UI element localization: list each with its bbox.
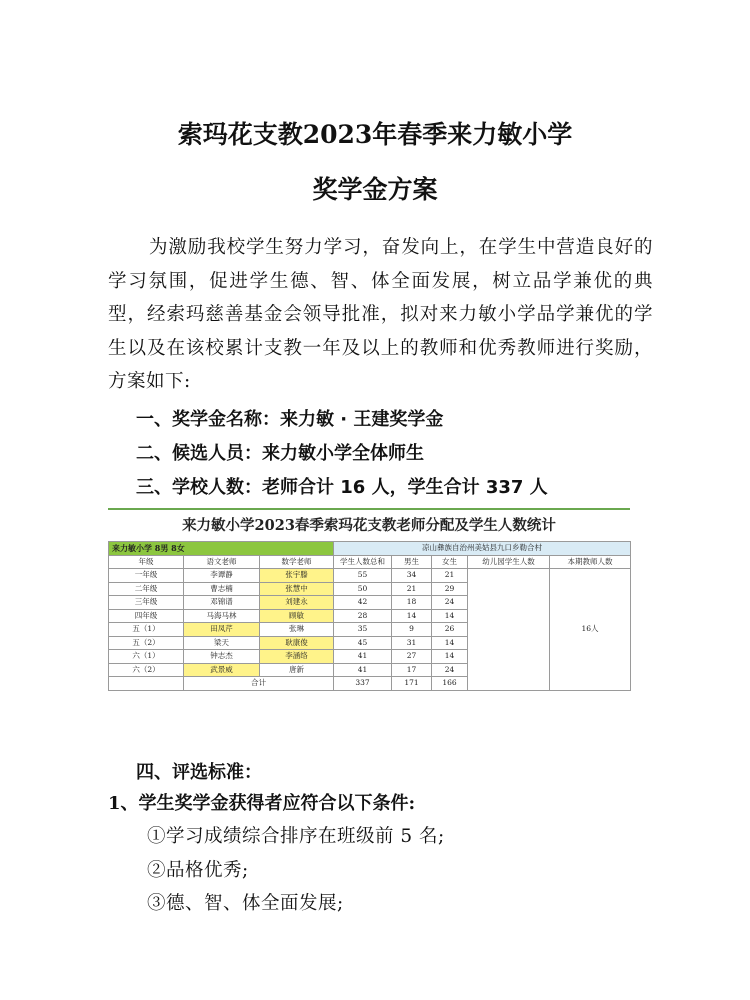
math-teacher-cell: 李涵络 <box>260 650 334 664</box>
student-total-cell: 41 <box>334 650 392 664</box>
table-body <box>109 542 631 691</box>
chinese-teacher-cell: 邓锦谱 <box>184 596 260 610</box>
student-total-cell: 45 <box>334 636 392 650</box>
boys-cell: 27 <box>392 650 432 664</box>
document-title-line2: 奖学金方案 <box>312 174 438 204</box>
intro-paragraph: 为激励我校学生努力学习，奋发向上，在学生中营造良好的学习氛围，促进学生德、智、体全面发展，树立品学兼优的典型，经索玛慈善基金会领导批准，拟对来力敏小学品学兼优的学生以及在该校累计支教一年及以上的教师和优秀教师进行奖励，方案如下: <box>108 237 653 392</box>
girls-cell: 14 <box>432 609 468 623</box>
section-heading-school-count: 三、学校人数：老师合计 16 人，学生合计 337 人 <box>136 477 548 498</box>
grade-cell: 五（1） <box>109 623 184 637</box>
chinese-teacher-cell: 马海马林 <box>184 609 260 623</box>
chinese-teacher-cell: 钟志杰 <box>184 650 260 664</box>
statistics-table <box>108 541 631 691</box>
girls-cell: 21 <box>432 569 468 583</box>
student-total-cell: 41 <box>334 663 392 677</box>
math-teacher-cell: 张慧中 <box>260 582 334 596</box>
math-teacher-cell: 耿康俊 <box>260 636 334 650</box>
grade-cell: 三年级 <box>109 596 184 610</box>
boys-cell: 34 <box>392 569 432 583</box>
girls-cell: 26 <box>432 623 468 637</box>
chinese-teacher-cell: 梁天 <box>184 636 260 650</box>
chinese-teacher-cell: 田凤芹 <box>184 623 260 637</box>
column-header: 数学老师 <box>260 555 334 569</box>
girls-cell: 14 <box>432 650 468 664</box>
criteria-item: ①学习成绩综合排序在班级前 5 名; <box>147 826 445 847</box>
column-header: 本期教师人数 <box>550 555 631 569</box>
document-title-line1: 索玛花支教2023年春季来力敏小学 <box>177 119 573 149</box>
grade-cell: 四年级 <box>109 609 184 623</box>
boys-cell: 14 <box>392 609 432 623</box>
chinese-teacher-cell: 武景威 <box>184 663 260 677</box>
total-spacer-cell <box>109 677 184 691</box>
criteria-subheading: 1、学生奖学金获得者应符合以下条件: <box>108 793 416 814</box>
column-header: 年级 <box>109 555 184 569</box>
column-header: 学生人数总和 <box>334 555 392 569</box>
math-teacher-cell: 顾敏 <box>260 609 334 623</box>
total-students-cell: 337 <box>334 677 392 691</box>
girls-cell: 29 <box>432 582 468 596</box>
boys-cell: 17 <box>392 663 432 677</box>
table-header-row <box>109 555 631 569</box>
math-teacher-cell: 唐新 <box>260 663 334 677</box>
grade-cell: 六（2） <box>109 663 184 677</box>
boys-cell: 9 <box>392 623 432 637</box>
total-label-cell: 合计 <box>184 677 334 691</box>
student-total-cell: 55 <box>334 569 392 583</box>
column-header: 幼儿园学生人数 <box>468 555 550 569</box>
table-title: 来力敏小学2023春季索玛花支教老师分配及学生人数统计 <box>108 508 630 542</box>
girls-cell: 14 <box>432 636 468 650</box>
girls-cell: 24 <box>432 596 468 610</box>
grade-cell: 六（1） <box>109 650 184 664</box>
criteria-item: ③德、智、体全面发展; <box>147 893 344 914</box>
girls-cell: 24 <box>432 663 468 677</box>
column-header: 女生 <box>432 555 468 569</box>
chinese-teacher-cell: 曹志楠 <box>184 582 260 596</box>
boys-cell: 18 <box>392 596 432 610</box>
total-boys-cell: 171 <box>392 677 432 691</box>
student-total-cell: 28 <box>334 609 392 623</box>
column-header: 男生 <box>392 555 432 569</box>
boys-cell: 31 <box>392 636 432 650</box>
grade-cell: 五（2） <box>109 636 184 650</box>
student-total-cell: 35 <box>334 623 392 637</box>
math-teacher-cell: 刘建永 <box>260 596 334 610</box>
grade-cell: 一年级 <box>109 569 184 583</box>
total-girls-cell: 166 <box>432 677 468 691</box>
math-teacher-cell: 张宇滕 <box>260 569 334 583</box>
section-heading-criteria: 四、评选标准： <box>136 762 262 783</box>
criteria-item: ②品格优秀; <box>147 860 249 881</box>
statistics-table-figure <box>108 508 630 708</box>
column-header: 语文老师 <box>184 555 260 569</box>
boys-cell: 21 <box>392 582 432 596</box>
grade-cell: 二年级 <box>109 582 184 596</box>
student-total-cell: 50 <box>334 582 392 596</box>
section-heading-candidates: 二、候选人员：来力敏小学全体师生 <box>136 443 424 464</box>
table-bar-row <box>109 542 631 556</box>
chinese-teacher-cell: 李谭静 <box>184 569 260 583</box>
kindergarten-count-cell <box>468 569 550 691</box>
math-teacher-cell: 张琳 <box>260 623 334 637</box>
location-bar: 凉山彝族自治州美姑县九口乡勒合村 <box>334 542 631 556</box>
section-heading-name: 一、奖学金名称：来力敏 · 王建奖学金 <box>136 409 444 430</box>
student-total-cell: 42 <box>334 596 392 610</box>
school-info-bar: 来力敏小学 8男 8女 <box>109 542 334 556</box>
table-row <box>109 569 631 583</box>
teacher-count-cell: 16人 <box>550 569 631 691</box>
